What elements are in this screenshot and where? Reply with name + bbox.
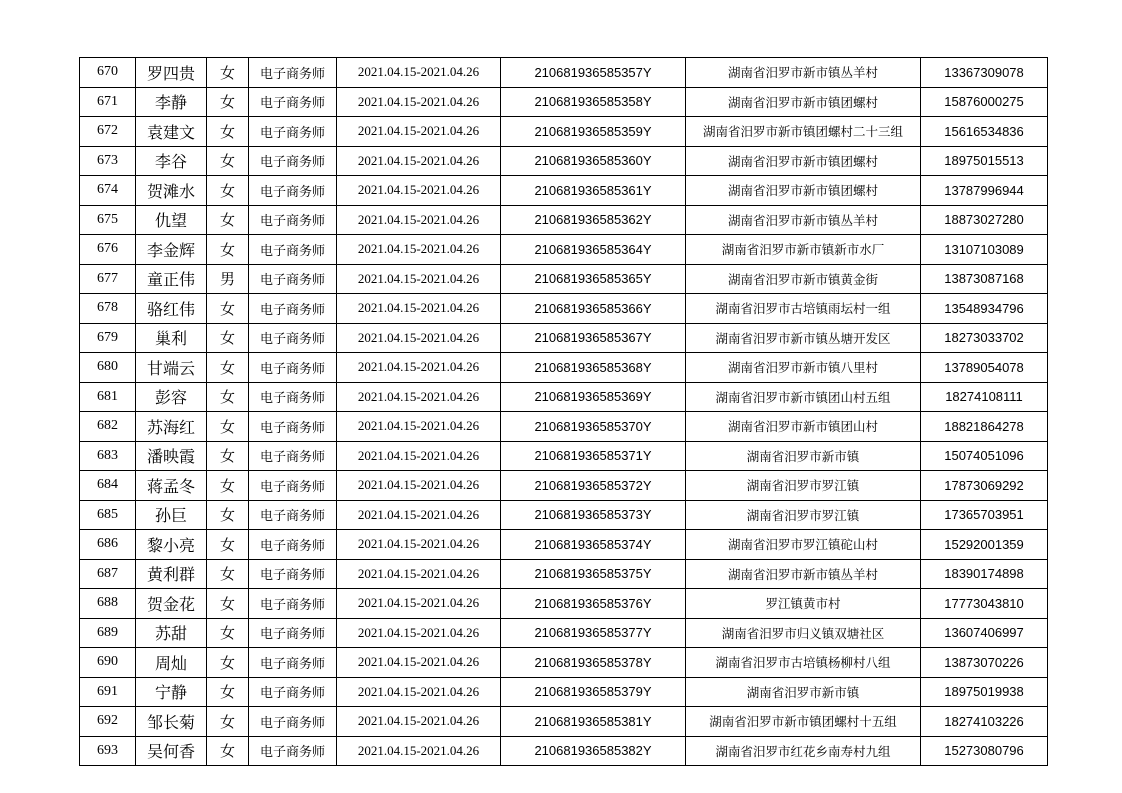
- address-cell: 湖南省汨罗市新市镇丛羊村: [686, 58, 921, 88]
- training-period-cell: 2021.04.15-2021.04.26: [337, 471, 501, 501]
- training-period-cell: 2021.04.15-2021.04.26: [337, 677, 501, 707]
- phone-cell: 13873087168: [921, 264, 1048, 294]
- table-row: [80, 500, 1048, 530]
- address-cell: 湖南省汨罗市新市镇新市水厂: [686, 235, 921, 265]
- address-cell: 罗江镇黄市村: [686, 589, 921, 619]
- table-row: [80, 648, 1048, 678]
- certificate-id-cell: 210681936585357Y: [501, 58, 686, 88]
- training-period-cell: 2021.04.15-2021.04.26: [337, 736, 501, 766]
- name-cell: 甘端云: [136, 353, 207, 383]
- table-row: [80, 235, 1048, 265]
- name-cell: 罗四贵: [136, 58, 207, 88]
- name-cell: 李谷: [136, 146, 207, 176]
- occupation-cell: 电子商务师: [249, 559, 337, 589]
- row-number: 673: [80, 146, 136, 176]
- certificate-id-cell: 210681936585366Y: [501, 294, 686, 324]
- occupation-cell: 电子商务师: [249, 412, 337, 442]
- row-number: 672: [80, 117, 136, 147]
- phone-cell: 13873070226: [921, 648, 1048, 678]
- sex-cell: 女: [207, 530, 249, 560]
- certificate-id-cell: 210681936585370Y: [501, 412, 686, 442]
- sex-cell: 女: [207, 176, 249, 206]
- name-cell: 蒋孟冬: [136, 471, 207, 501]
- name-cell: 苏甜: [136, 618, 207, 648]
- table-row: [80, 530, 1048, 560]
- certificate-id-cell: 210681936585365Y: [501, 264, 686, 294]
- address-cell: 湖南省汨罗市新市镇丛塘开发区: [686, 323, 921, 353]
- row-number: 674: [80, 176, 136, 206]
- table-body: [80, 58, 1048, 766]
- row-number: 680: [80, 353, 136, 383]
- table-row: [80, 382, 1048, 412]
- row-number: 693: [80, 736, 136, 766]
- phone-cell: 13548934796: [921, 294, 1048, 324]
- sex-cell: 女: [207, 146, 249, 176]
- sex-cell: 女: [207, 87, 249, 117]
- row-number: 670: [80, 58, 136, 88]
- name-cell: 贺滩水: [136, 176, 207, 206]
- training-period-cell: 2021.04.15-2021.04.26: [337, 707, 501, 737]
- certificate-id-cell: 210681936585367Y: [501, 323, 686, 353]
- occupation-cell: 电子商务师: [249, 264, 337, 294]
- training-period-cell: 2021.04.15-2021.04.26: [337, 264, 501, 294]
- certificate-id-cell: 210681936585368Y: [501, 353, 686, 383]
- sex-cell: 女: [207, 294, 249, 324]
- phone-cell: 13107103089: [921, 235, 1048, 265]
- sex-cell: 女: [207, 412, 249, 442]
- table-row: [80, 117, 1048, 147]
- table-row: [80, 205, 1048, 235]
- training-period-cell: 2021.04.15-2021.04.26: [337, 146, 501, 176]
- occupation-cell: 电子商务师: [249, 589, 337, 619]
- address-cell: 湖南省汨罗市新市镇丛羊村: [686, 205, 921, 235]
- address-cell: 湖南省汨罗市新市镇八里村: [686, 353, 921, 383]
- training-period-cell: 2021.04.15-2021.04.26: [337, 589, 501, 619]
- name-cell: 苏海红: [136, 412, 207, 442]
- address-cell: 湖南省汨罗市新市镇团螺村: [686, 87, 921, 117]
- certificate-id-cell: 210681936585378Y: [501, 648, 686, 678]
- name-cell: 袁建文: [136, 117, 207, 147]
- sex-cell: 女: [207, 559, 249, 589]
- table-row: [80, 441, 1048, 471]
- training-period-cell: 2021.04.15-2021.04.26: [337, 87, 501, 117]
- address-cell: 湖南省汨罗市新市镇团螺村: [686, 146, 921, 176]
- training-period-cell: 2021.04.15-2021.04.26: [337, 441, 501, 471]
- phone-cell: 18975019938: [921, 677, 1048, 707]
- address-cell: 湖南省汨罗市新市镇: [686, 677, 921, 707]
- occupation-cell: 电子商务师: [249, 87, 337, 117]
- training-period-cell: 2021.04.15-2021.04.26: [337, 235, 501, 265]
- table-row: [80, 87, 1048, 117]
- name-cell: 巢利: [136, 323, 207, 353]
- row-number: 675: [80, 205, 136, 235]
- sex-cell: 女: [207, 648, 249, 678]
- phone-cell: 18821864278: [921, 412, 1048, 442]
- sex-cell: 女: [207, 205, 249, 235]
- address-cell: 湖南省汨罗市归义镇双塘社区: [686, 618, 921, 648]
- sex-cell: 女: [207, 58, 249, 88]
- name-cell: 童正伟: [136, 264, 207, 294]
- row-number: 683: [80, 441, 136, 471]
- occupation-cell: 电子商务师: [249, 58, 337, 88]
- training-period-cell: 2021.04.15-2021.04.26: [337, 618, 501, 648]
- phone-cell: 17365703951: [921, 500, 1048, 530]
- occupation-cell: 电子商务师: [249, 707, 337, 737]
- training-period-cell: 2021.04.15-2021.04.26: [337, 58, 501, 88]
- training-period-cell: 2021.04.15-2021.04.26: [337, 530, 501, 560]
- name-cell: 骆红伟: [136, 294, 207, 324]
- training-period-cell: 2021.04.15-2021.04.26: [337, 500, 501, 530]
- address-cell: 湖南省汨罗市新市镇团螺村十五组: [686, 707, 921, 737]
- table-row: [80, 264, 1048, 294]
- occupation-cell: 电子商务师: [249, 736, 337, 766]
- training-period-cell: 2021.04.15-2021.04.26: [337, 176, 501, 206]
- name-cell: 邹长菊: [136, 707, 207, 737]
- occupation-cell: 电子商务师: [249, 618, 337, 648]
- certificate-id-cell: 210681936585371Y: [501, 441, 686, 471]
- occupation-cell: 电子商务师: [249, 205, 337, 235]
- phone-cell: 15292001359: [921, 530, 1048, 560]
- phone-cell: 15876000275: [921, 87, 1048, 117]
- phone-cell: 18873027280: [921, 205, 1048, 235]
- address-cell: 湖南省汨罗市红花乡南寿村九组: [686, 736, 921, 766]
- sex-cell: 女: [207, 589, 249, 619]
- training-period-cell: 2021.04.15-2021.04.26: [337, 117, 501, 147]
- certificate-id-cell: 210681936585373Y: [501, 500, 686, 530]
- row-number: 677: [80, 264, 136, 294]
- occupation-cell: 电子商务师: [249, 323, 337, 353]
- certificate-id-cell: 210681936585374Y: [501, 530, 686, 560]
- address-cell: 湖南省汨罗市新市镇团山村五组: [686, 382, 921, 412]
- phone-cell: 13787996944: [921, 176, 1048, 206]
- table-row: [80, 559, 1048, 589]
- row-number: 689: [80, 618, 136, 648]
- address-cell: 湖南省汨罗市罗江镇: [686, 500, 921, 530]
- name-cell: 彭容: [136, 382, 207, 412]
- phone-cell: 17873069292: [921, 471, 1048, 501]
- sex-cell: 男: [207, 264, 249, 294]
- occupation-cell: 电子商务师: [249, 146, 337, 176]
- address-cell: 湖南省汨罗市新市镇丛羊村: [686, 559, 921, 589]
- name-cell: 仇望: [136, 205, 207, 235]
- sex-cell: 女: [207, 117, 249, 147]
- name-cell: 潘映霞: [136, 441, 207, 471]
- row-number: 686: [80, 530, 136, 560]
- roster-table: [79, 57, 1048, 766]
- address-cell: 湖南省汨罗市古培镇雨坛村一组: [686, 294, 921, 324]
- certificate-id-cell: 210681936585382Y: [501, 736, 686, 766]
- occupation-cell: 电子商务师: [249, 382, 337, 412]
- phone-cell: 13607406997: [921, 618, 1048, 648]
- table-row: [80, 323, 1048, 353]
- phone-cell: 18274108111: [921, 382, 1048, 412]
- phone-cell: 18975015513: [921, 146, 1048, 176]
- occupation-cell: 电子商务师: [249, 441, 337, 471]
- training-period-cell: 2021.04.15-2021.04.26: [337, 294, 501, 324]
- phone-cell: 13367309078: [921, 58, 1048, 88]
- certificate-id-cell: 210681936585362Y: [501, 205, 686, 235]
- sex-cell: 女: [207, 323, 249, 353]
- training-period-cell: 2021.04.15-2021.04.26: [337, 323, 501, 353]
- name-cell: 黄利群: [136, 559, 207, 589]
- address-cell: 湖南省汨罗市新市镇黄金街: [686, 264, 921, 294]
- training-period-cell: 2021.04.15-2021.04.26: [337, 559, 501, 589]
- row-number: 692: [80, 707, 136, 737]
- phone-cell: 18273033702: [921, 323, 1048, 353]
- occupation-cell: 电子商务师: [249, 117, 337, 147]
- certificate-id-cell: 210681936585379Y: [501, 677, 686, 707]
- address-cell: 湖南省汨罗市罗江镇砣山村: [686, 530, 921, 560]
- name-cell: 周灿: [136, 648, 207, 678]
- training-period-cell: 2021.04.15-2021.04.26: [337, 648, 501, 678]
- row-number: 679: [80, 323, 136, 353]
- training-period-cell: 2021.04.15-2021.04.26: [337, 205, 501, 235]
- row-number: 676: [80, 235, 136, 265]
- table-row: [80, 736, 1048, 766]
- training-period-cell: 2021.04.15-2021.04.26: [337, 353, 501, 383]
- certificate-id-cell: 210681936585377Y: [501, 618, 686, 648]
- address-cell: 湖南省汨罗市新市镇团螺村: [686, 176, 921, 206]
- occupation-cell: 电子商务师: [249, 235, 337, 265]
- sex-cell: 女: [207, 618, 249, 648]
- row-number: 681: [80, 382, 136, 412]
- sex-cell: 女: [207, 441, 249, 471]
- row-number: 682: [80, 412, 136, 442]
- table-row: [80, 618, 1048, 648]
- address-cell: 湖南省汨罗市罗江镇: [686, 471, 921, 501]
- phone-cell: 15074051096: [921, 441, 1048, 471]
- phone-cell: 15616534836: [921, 117, 1048, 147]
- name-cell: 吴何香: [136, 736, 207, 766]
- row-number: 691: [80, 677, 136, 707]
- sex-cell: 女: [207, 471, 249, 501]
- row-number: 671: [80, 87, 136, 117]
- table-row: [80, 412, 1048, 442]
- name-cell: 李金辉: [136, 235, 207, 265]
- table-row: [80, 677, 1048, 707]
- occupation-cell: 电子商务师: [249, 471, 337, 501]
- row-number: 690: [80, 648, 136, 678]
- table-row: [80, 353, 1048, 383]
- certificate-id-cell: 210681936585369Y: [501, 382, 686, 412]
- certificate-id-cell: 210681936585358Y: [501, 87, 686, 117]
- certificate-id-cell: 210681936585361Y: [501, 176, 686, 206]
- certificate-id-cell: 210681936585360Y: [501, 146, 686, 176]
- address-cell: 湖南省汨罗市古培镇杨柳村八组: [686, 648, 921, 678]
- table-row: [80, 589, 1048, 619]
- training-period-cell: 2021.04.15-2021.04.26: [337, 412, 501, 442]
- occupation-cell: 电子商务师: [249, 648, 337, 678]
- sex-cell: 女: [207, 353, 249, 383]
- table-row: [80, 471, 1048, 501]
- table-row: [80, 58, 1048, 88]
- phone-cell: 18274103226: [921, 707, 1048, 737]
- phone-cell: 15273080796: [921, 736, 1048, 766]
- certificate-id-cell: 210681936585375Y: [501, 559, 686, 589]
- certificate-id-cell: 210681936585376Y: [501, 589, 686, 619]
- name-cell: 贺金花: [136, 589, 207, 619]
- phone-cell: 18390174898: [921, 559, 1048, 589]
- sex-cell: 女: [207, 500, 249, 530]
- phone-cell: 13789054078: [921, 353, 1048, 383]
- address-cell: 湖南省汨罗市新市镇团螺村二十三组: [686, 117, 921, 147]
- row-number: 685: [80, 500, 136, 530]
- training-period-cell: 2021.04.15-2021.04.26: [337, 382, 501, 412]
- sex-cell: 女: [207, 235, 249, 265]
- name-cell: 李静: [136, 87, 207, 117]
- table-row: [80, 294, 1048, 324]
- table-row: [80, 707, 1048, 737]
- row-number: 684: [80, 471, 136, 501]
- table-row: [80, 146, 1048, 176]
- certificate-id-cell: 210681936585359Y: [501, 117, 686, 147]
- table-row: [80, 176, 1048, 206]
- occupation-cell: 电子商务师: [249, 353, 337, 383]
- occupation-cell: 电子商务师: [249, 176, 337, 206]
- occupation-cell: 电子商务师: [249, 294, 337, 324]
- name-cell: 孙巨: [136, 500, 207, 530]
- sex-cell: 女: [207, 382, 249, 412]
- occupation-cell: 电子商务师: [249, 677, 337, 707]
- phone-cell: 17773043810: [921, 589, 1048, 619]
- occupation-cell: 电子商务师: [249, 500, 337, 530]
- occupation-cell: 电子商务师: [249, 530, 337, 560]
- certificate-id-cell: 210681936585381Y: [501, 707, 686, 737]
- address-cell: 湖南省汨罗市新市镇: [686, 441, 921, 471]
- name-cell: 黎小亮: [136, 530, 207, 560]
- sex-cell: 女: [207, 736, 249, 766]
- row-number: 687: [80, 559, 136, 589]
- sex-cell: 女: [207, 707, 249, 737]
- certificate-id-cell: 210681936585364Y: [501, 235, 686, 265]
- row-number: 688: [80, 589, 136, 619]
- address-cell: 湖南省汨罗市新市镇团山村: [686, 412, 921, 442]
- certificate-id-cell: 210681936585372Y: [501, 471, 686, 501]
- sex-cell: 女: [207, 677, 249, 707]
- name-cell: 宁静: [136, 677, 207, 707]
- row-number: 678: [80, 294, 136, 324]
